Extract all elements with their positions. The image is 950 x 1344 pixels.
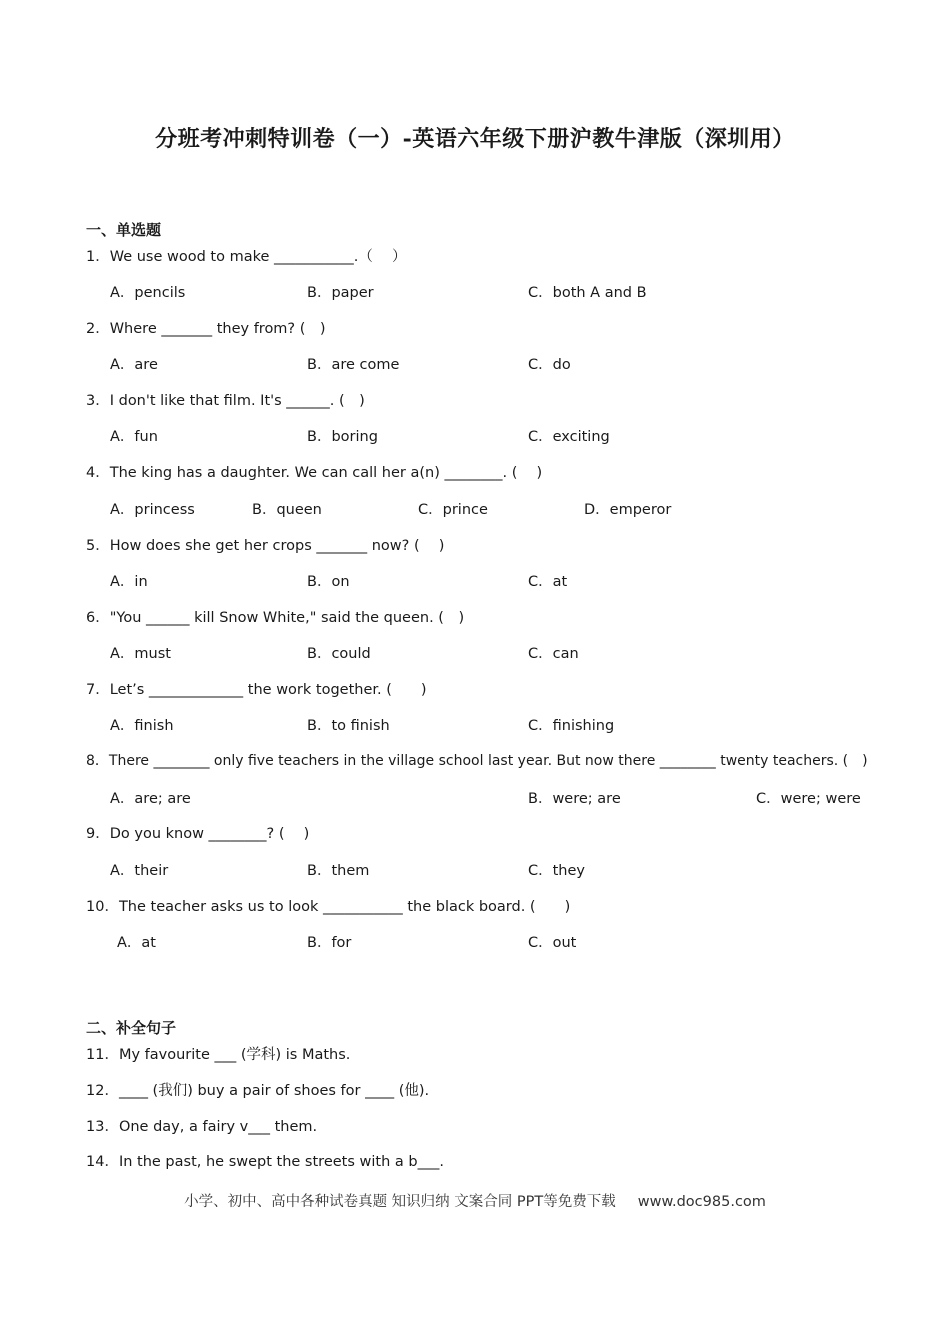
option-a: A．are bbox=[110, 357, 158, 373]
option-b: B．to finish bbox=[307, 718, 390, 734]
option-c: C．prince bbox=[418, 502, 488, 518]
option-b: B．were; are bbox=[528, 791, 621, 807]
option-c: C．were; were bbox=[756, 791, 861, 807]
option-c: C．exciting bbox=[528, 429, 610, 445]
option-a: A．princess bbox=[110, 502, 195, 518]
option-c: C．both A and B bbox=[528, 285, 647, 301]
question-stem: 3．I don't like that film. It's ______. ( ) bbox=[86, 393, 365, 409]
section-heading-single-choice: 一、单选题 bbox=[86, 221, 162, 239]
question-stem: 5．How does she get her crops _______ now? ( ) bbox=[86, 538, 445, 554]
option-a: A．fun bbox=[110, 429, 158, 445]
option-c: C．finishing bbox=[528, 718, 615, 734]
option-a: A．are; are bbox=[110, 791, 191, 807]
option-b: B．them bbox=[307, 863, 370, 879]
question-stem: 4．The king has a daughter. We can call her a(n) ________. ( ) bbox=[86, 465, 543, 481]
footer-text: 小学、初中、高中各种试卷真题 知识归纳 文案合同 PPT等免费下载 bbox=[184, 1194, 616, 1210]
question-stem: 2．Where _______ they from? ( ) bbox=[86, 321, 326, 337]
option-a: A．in bbox=[110, 574, 148, 590]
option-a: A．at bbox=[117, 935, 156, 951]
option-a: A．pencils bbox=[110, 285, 186, 301]
option-b: B．queen bbox=[252, 502, 322, 518]
option-c: C．do bbox=[528, 357, 571, 373]
fill-question: 13．One day, a fairy v___ them. bbox=[86, 1119, 318, 1135]
fill-question: 14．In the past, he swept the streets with a b___. bbox=[86, 1154, 444, 1170]
question-stem: 1．We use wood to make ___________.（ ） bbox=[86, 249, 407, 265]
section-heading-complete-sentences: 二、补全句子 bbox=[86, 1019, 177, 1037]
option-b: B．for bbox=[307, 935, 352, 951]
option-c: C．can bbox=[528, 646, 579, 662]
option-c: C．they bbox=[528, 863, 586, 879]
option-b: B．are come bbox=[307, 357, 400, 373]
question-stem: 9．Do you know ________? ( ) bbox=[86, 826, 310, 842]
question-stem: 7．Let’s _____________ the work together. ( ) bbox=[86, 682, 427, 698]
question-stem: 10．The teacher asks us to look ___________ the black board. ( ) bbox=[86, 899, 571, 915]
option-c: C．at bbox=[528, 574, 568, 590]
option-b: B．could bbox=[307, 646, 371, 662]
option-c: C．out bbox=[528, 935, 577, 951]
option-a: A．their bbox=[110, 863, 169, 879]
question-stem: 6．"You ______ kill Snow White," said the queen. ( ) bbox=[86, 610, 465, 626]
page-footer bbox=[0, 1190, 950, 1211]
option-b: B．on bbox=[307, 574, 350, 590]
footer-site-link[interactable]: www.doc985.com bbox=[637, 1194, 766, 1210]
option-a: A．finish bbox=[110, 718, 174, 734]
option-a: A．must bbox=[110, 646, 171, 662]
fill-question: 12．____ (我们) buy a pair of shoes for ____ (他). bbox=[86, 1083, 430, 1099]
option-b: B．paper bbox=[307, 285, 374, 301]
option-b: B．boring bbox=[307, 429, 378, 445]
fill-question: 11．My favourite ___ (学科) is Maths. bbox=[86, 1047, 351, 1063]
page-title: 分班考冲刺特训卷（一）-英语六年级下册沪教牛津版（深圳用） bbox=[155, 126, 795, 152]
question-stem: 8．There ________ only five teachers in the village school last year. But now there ________ twenty teachers. ( ) bbox=[86, 753, 868, 769]
option-d: D．emperor bbox=[584, 502, 672, 518]
